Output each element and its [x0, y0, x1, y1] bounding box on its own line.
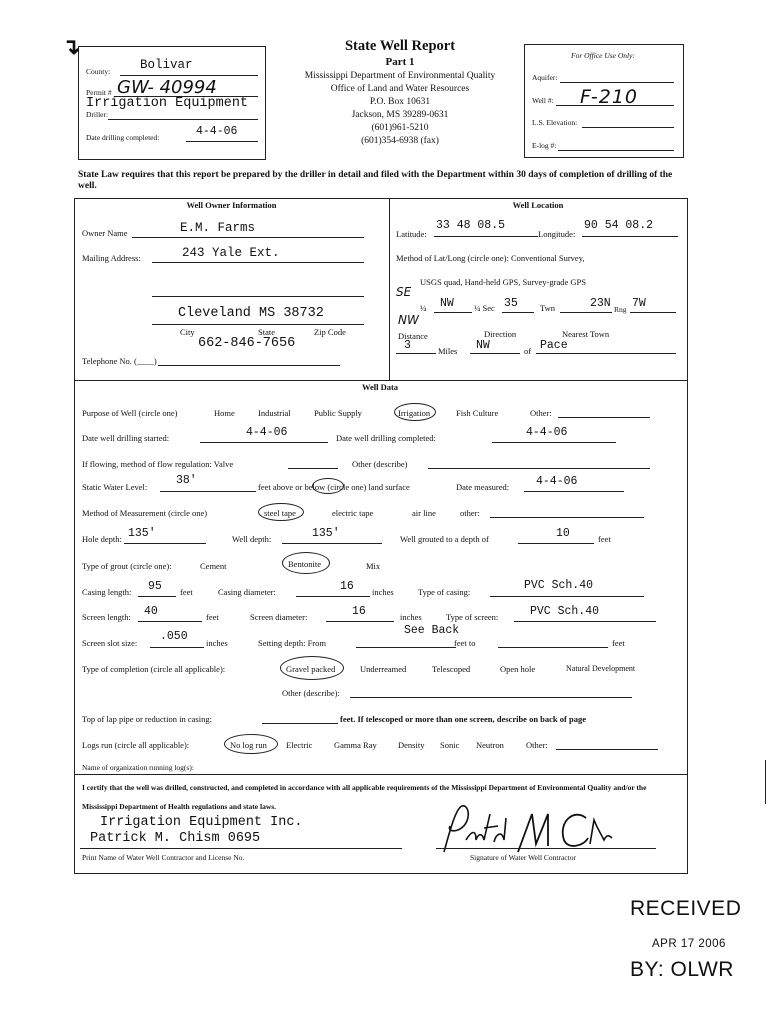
elog-underline	[558, 150, 674, 151]
state-law-notice: State Law requires that this report be prepared by the driller in detail and filed with the Department within 30 days of completion of drilling of the well.	[78, 170, 673, 191]
date-completed-label: Date drilling completed:	[86, 133, 160, 142]
logs-no-log-run: No log run	[230, 740, 267, 750]
city-state-zip-underline	[152, 324, 364, 325]
measure-electric-tape: electric tape	[332, 508, 374, 518]
well-depth-value: 135'	[312, 527, 340, 540]
township-value: 23N	[590, 297, 611, 310]
grout-cement: Cement	[200, 561, 227, 571]
distance-underline	[396, 353, 436, 354]
date-measured-underline	[524, 491, 624, 492]
static-level-underline	[160, 491, 256, 492]
grout-label: Type of grout (circle one):	[82, 561, 172, 571]
nw-handwritten: NW	[398, 313, 419, 327]
flowing-valve-underline	[288, 468, 338, 469]
completion-telescoped: Telescoped	[432, 664, 471, 674]
section-value: 35	[504, 297, 518, 310]
phone-value: 662-846-7656	[198, 336, 296, 351]
log-organization-label: Name of organization running log(s):	[82, 763, 194, 772]
received-stamp-by: BY: OLWR	[630, 958, 734, 981]
print-name-underline	[80, 848, 402, 849]
lap-pipe-underline	[262, 723, 338, 724]
slot-size-inches: inches	[206, 638, 228, 648]
received-stamp-date: APR 17 2006	[652, 938, 726, 950]
direction-label: Direction	[484, 329, 517, 339]
casing-diameter-label: Casing diameter:	[218, 587, 276, 597]
date-measured-label: Date measured:	[456, 482, 510, 492]
screen-length-label: Screen length:	[82, 612, 131, 622]
township-label: Twn	[540, 303, 555, 313]
well-no-value: F-210	[580, 86, 639, 108]
no-log-run-circle	[224, 734, 278, 754]
date-completed-well-underline	[492, 442, 616, 443]
measure-air-line: air line	[412, 508, 436, 518]
purpose-irrigation-circle	[394, 403, 436, 421]
grouted-feet: feet	[598, 534, 611, 544]
log-organization-underline	[74, 774, 687, 775]
flowing-other-underline	[428, 468, 650, 469]
casing-diameter-inches: inches	[372, 587, 394, 597]
print-name-label: Print Name of Water Well Contractor and License No.	[82, 853, 245, 862]
latitude-label: Latitude:	[396, 229, 427, 239]
agency-line-3: P.O. Box 10631	[369, 97, 431, 107]
screen-diameter-inches: inches	[400, 612, 422, 622]
report-part: Part 1	[385, 56, 415, 68]
casing-type-label: Type of casing:	[418, 587, 471, 597]
owner-name-label: Owner Name	[82, 228, 128, 238]
county-label: County:	[86, 67, 111, 76]
purpose-label: Purpose of Well (circle one)	[82, 408, 178, 418]
agency-line-6: (601)354-6938 (fax)	[361, 136, 439, 146]
screen-type-label: Type of screen:	[446, 612, 499, 622]
date-completed-value: 4-4-06	[196, 125, 238, 138]
screen-type-value: PVC Sch.40	[530, 605, 600, 618]
logs-sonic: Sonic	[440, 740, 460, 750]
logs-run-label: Logs run (circle all applicable):	[82, 740, 190, 750]
casing-type-value: PVC Sch.40	[524, 579, 594, 592]
owner-name-value: E.M. Farms	[180, 221, 256, 235]
driller-underline	[108, 119, 258, 120]
county-value: Bolivar	[140, 58, 193, 72]
completion-other-label: Other (describe):	[282, 688, 340, 698]
purpose-other: Other:	[530, 408, 552, 418]
casing-diameter-value: 16	[340, 580, 354, 593]
measure-steel-tape: steel tape	[264, 508, 296, 518]
nearest-town-label: Nearest Town	[562, 329, 610, 339]
quarter-quarter-handwritten: SE	[396, 285, 412, 299]
logs-other: Other:	[526, 740, 548, 750]
owner-name-underline	[132, 237, 364, 238]
measure-other-underline	[490, 517, 644, 518]
completion-label: Type of completion (circle all applicable):	[82, 664, 226, 674]
date-completed-underline	[186, 141, 258, 142]
below-circle	[312, 478, 344, 494]
completion-open-hole: Open hole	[500, 664, 536, 674]
county-underline	[120, 75, 258, 76]
range-label: Rng	[614, 305, 627, 314]
well-no-label: Well #:	[532, 96, 554, 105]
logs-electric: Electric	[286, 740, 313, 750]
well-depth-label: Well depth:	[232, 534, 272, 544]
range-underline	[630, 312, 676, 313]
completion-underreamed: Underreamed	[360, 664, 407, 674]
owner-location-bottom	[74, 380, 687, 381]
grout-mix: Mix	[366, 561, 381, 571]
grouted-value: 10	[556, 527, 570, 540]
screen-length-feet: feet	[206, 612, 219, 622]
setting-feet: feet	[612, 638, 625, 648]
screen-length-underline	[138, 621, 202, 622]
purpose-irrigation: Irrigation	[398, 408, 431, 418]
grouted-label: Well grouted to a depth of	[400, 534, 489, 544]
town-underline	[536, 353, 676, 354]
agency-line-2: Office of Land and Water Resources	[330, 84, 470, 94]
signature-label: Signature of Water Well Contractor	[470, 853, 576, 862]
city-label: City	[180, 327, 195, 337]
corner-mark: ↴	[62, 34, 81, 59]
latlong-method-options: USGS quad, Hand-held GPS, Survey-grade GPS	[420, 277, 586, 287]
slot-size-underline	[150, 647, 204, 648]
zip-label: Zip Code	[314, 327, 346, 337]
latitude-underline	[434, 236, 538, 237]
quarter-underline	[434, 312, 472, 313]
casing-diameter-underline	[296, 596, 370, 597]
mailing-address-label: Mailing Address:	[82, 253, 141, 263]
hole-depth-value: 135'	[128, 527, 156, 540]
section-label: ¼ Sec	[474, 303, 495, 313]
casing-length-label: Casing length:	[82, 587, 132, 597]
lap-pipe-label: Top of lap pipe or reduction in casing:	[82, 714, 212, 724]
aquifer-label: Aquifer:	[532, 73, 558, 82]
mailing-address-value: 243 Yale Ext.	[182, 246, 280, 260]
phone-underline	[158, 365, 340, 366]
lap-pipe-note: feet. If telescoped or more than one screen, describe on back of page	[340, 714, 586, 724]
date-started-value: 4-4-06	[246, 426, 288, 439]
date-completed-well-value: 4-4-06	[526, 426, 568, 439]
owner-location-divider	[389, 198, 390, 380]
date-measured-value: 4-4-06	[536, 475, 578, 488]
permit-value: GW- 40994	[117, 77, 217, 98]
casing-type-underline	[490, 596, 644, 597]
ls-elevation-label: L.S. Elevation:	[532, 118, 578, 127]
quarter-value: NW	[440, 297, 454, 310]
quarter-label: ¼	[420, 303, 427, 313]
longitude-label: Longitude:	[538, 229, 576, 239]
hole-depth-label: Hole depth:	[82, 534, 122, 544]
completion-natural-development: Natural Development	[566, 664, 636, 673]
flowing-label: If flowing, method of flow regulation: Valve	[82, 459, 234, 469]
casing-length-underline	[138, 596, 176, 597]
miles-label: Miles	[438, 346, 458, 356]
logs-neutron: Neutron	[476, 740, 504, 750]
aquifer-underline	[560, 82, 674, 83]
distance-value: 3	[404, 339, 411, 352]
measure-other: other:	[460, 508, 480, 518]
longitude-underline	[582, 236, 678, 237]
city-state-zip-value: Cleveland MS 38732	[178, 306, 324, 321]
gravel-packed-circle	[280, 656, 344, 680]
date-started-label: Date well drilling started:	[82, 433, 170, 443]
scan-edge-mark	[765, 760, 766, 804]
measure-method-label: Method of Measurement (circle one)	[82, 508, 208, 518]
phone-label: Telephone No. (____)	[82, 356, 157, 366]
longitude-value: 90 54 08.2	[584, 219, 654, 232]
section-underline	[502, 312, 534, 313]
casing-length-value: 95	[148, 580, 162, 593]
contractor-person: Patrick M. Chism 0695	[90, 831, 261, 846]
date-completed-well-label: Date well drilling completed:	[336, 433, 436, 443]
received-stamp-line1: RECEIVED	[630, 897, 742, 920]
agency-line-1: Mississippi Department of Environmental Quality	[304, 71, 496, 81]
signature-underline	[436, 848, 656, 849]
contractor-company: Irrigation Equipment Inc.	[100, 815, 303, 830]
purpose-industrial: Industrial	[258, 408, 291, 418]
distance-label: Distance	[398, 331, 428, 341]
ls-elevation-underline	[582, 127, 674, 128]
screen-type-underline	[514, 621, 656, 622]
static-level-label: Static Water Level:	[82, 482, 148, 492]
screen-diameter-label: Screen diameter:	[250, 612, 308, 622]
mailing-address-underline	[152, 262, 364, 263]
screen-diameter-value: 16	[352, 605, 366, 618]
static-level-value: 38'	[176, 474, 197, 487]
elog-label: E-log #:	[532, 141, 557, 150]
agency-line-4: Jackson, MS 39289-0631	[351, 110, 449, 120]
well-data-title: Well Data	[361, 382, 399, 392]
flowing-other-label: Other (describe)	[352, 459, 408, 469]
steel-tape-circle	[258, 503, 304, 521]
slot-size-value: .050	[160, 630, 188, 643]
setting-from-underline	[356, 647, 456, 648]
report-title: State Well Report	[344, 38, 456, 54]
logs-density: Density	[398, 740, 425, 750]
latitude-value: 33 48 08.5	[436, 219, 506, 232]
township-underline	[560, 312, 612, 313]
static-level-mid: feet above or below (circle one) land surface	[258, 482, 410, 492]
bentonite-circle	[282, 552, 330, 574]
of-label: of	[524, 346, 532, 356]
purpose-fish-culture: Fish Culture	[456, 408, 499, 418]
purpose-other-underline	[558, 417, 650, 418]
location-section-title: Well Location	[512, 200, 564, 210]
setting-feet-to: feet to	[454, 638, 476, 648]
permit-label: Permit #	[86, 88, 112, 97]
purpose-public-supply: Public Supply	[314, 408, 362, 418]
certification-text: I certify that the well was drilled, constructed, and completed in accordance with all applicable requirements of the Mississippi Department of Environmental Quality and/or the Mississippi Department of Health regulations and state laws.	[82, 783, 647, 811]
date-started-underline	[200, 442, 328, 443]
agency-line-5: (601)961-5210	[371, 123, 429, 133]
latlong-method-label: Method of Lat/Long (circle one): Conventional Survey,	[396, 253, 585, 263]
screen-length-value: 40	[144, 605, 158, 618]
casing-length-feet: feet	[180, 587, 193, 597]
driller-value: Irrigation Equipment	[86, 96, 249, 111]
hole-depth-underline	[124, 543, 206, 544]
address-line-2	[152, 296, 364, 297]
direction-value: NW	[476, 339, 490, 352]
completion-gravel-packed: Gravel packed	[286, 664, 336, 674]
slot-size-label: Screen slot size:	[82, 638, 138, 648]
logs-other-underline	[556, 749, 658, 750]
grout-bentonite: Bentonite	[288, 559, 322, 569]
well-no-underline	[556, 105, 674, 106]
direction-underline	[470, 353, 520, 354]
range-value: 7W	[632, 297, 646, 310]
setting-depth-label: Setting depth: From	[258, 638, 326, 648]
purpose-home: Home	[214, 408, 235, 418]
grouted-underline	[518, 543, 594, 544]
well-depth-underline	[282, 543, 382, 544]
state-label: State	[258, 327, 275, 337]
completion-other-underline	[350, 697, 632, 698]
office-use-title: For Office Use Only:	[571, 51, 635, 60]
logs-gamma-ray: Gamma Ray	[334, 740, 377, 750]
town-value: Pace	[540, 339, 568, 352]
owner-section-title: Well Owner Information	[186, 200, 277, 210]
screen-diameter-underline	[326, 621, 394, 622]
setting-to-underline	[498, 647, 608, 648]
setting-depth-value: See Back	[404, 624, 460, 637]
driller-label: Driller:	[86, 110, 109, 119]
